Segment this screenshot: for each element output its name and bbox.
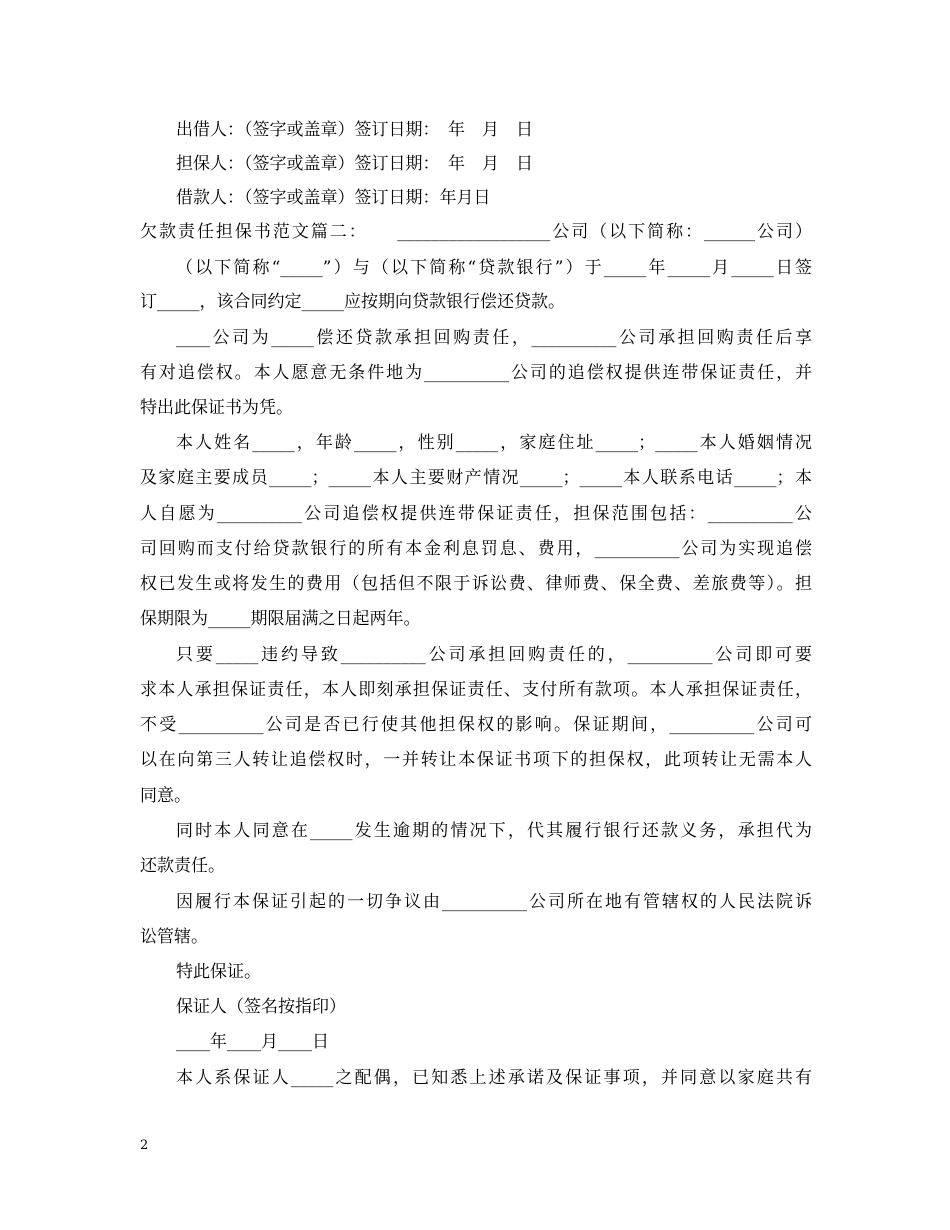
borrower-signature-line: 借款人：（签字或盖章）签订日期：年月日 <box>176 188 491 208</box>
paragraph-line: 保期限为_____期限届满之日起两年。 <box>140 609 421 629</box>
section-title-line: 欠款责任担保书范文篇二： __________________公司（以下简称：______公司） <box>140 222 812 242</box>
paragraph-line: 本人姓名_____，年龄_____，性别_____，家庭住址_____；_____本人婚姻情况 <box>176 433 812 453</box>
paragraph-line: 同意。 <box>140 786 191 806</box>
lender-signature-line: 出借人：（签字或盖章）签订日期： 年 月 日 <box>176 120 533 140</box>
spouse-statement-line: 本人系保证人_____之配偶，已知悉上述承诺及保证事项，并同意以家庭共有 <box>176 1068 812 1088</box>
date-line: ____年____月____日 <box>176 1032 329 1052</box>
paragraph-line: 因履行本保证引起的一切争议由__________公司所在地有管辖权的人民法院诉 <box>176 892 812 912</box>
page-number: 2 <box>140 1138 149 1153</box>
guarantor-sign-line: 保证人（签名按指印） <box>176 997 346 1017</box>
paragraph-line: 及家庭主要成员_____；_____本人主要财产情况_____；_____本人联系电话_____；本 <box>140 468 812 488</box>
paragraph-line: 不受__________公司是否已行使其他担保权的影响。保证期间，__________公司可 <box>140 715 812 735</box>
paragraph-line: 同时本人同意在_____发生逾期的情况下，代其履行银行还款义务，承担代为 <box>176 821 812 841</box>
paragraph-line: 讼管辖。 <box>140 927 208 947</box>
paragraph-line: 司回购而支付给贷款银行的所有本金利息罚息、费用，__________公司为实现追偿 <box>140 539 812 559</box>
paragraph-line: （以下简称“_____”）与（以下简称“贷款银行”）于_____年_____月_____日签 <box>176 258 812 278</box>
paragraph-line: 订_____，该合同约定_____应按期向贷款银行偿还贷款。 <box>140 292 565 312</box>
closing-line: 特此保证。 <box>176 962 261 982</box>
paragraph-line: 有对追偿权。本人愿意无条件地为__________公司的追偿权提供连带保证责任，并 <box>140 363 812 383</box>
paragraph-line: 人自愿为__________公司追偿权提供连带保证责任，担保范围包括：__________公 <box>140 504 812 524</box>
paragraph-line: 权已发生或将发生的费用（包括但不限于诉讼费、律师费、保全费、差旅费等）。担 <box>140 574 812 594</box>
paragraph-line: 求本人承担保证责任，本人即刻承担保证责任、支付所有款项。本人承担保证责任， <box>140 680 812 700</box>
paragraph-line: 以在向第三人转让追偿权时，一并转让本保证书项下的担保权，此项转让无需本人 <box>140 750 812 770</box>
paragraph-line: 特出此保证书为凭。 <box>140 398 293 418</box>
paragraph-line: ____公司为_____偿还贷款承担回购责任，__________公司承担回购责任后享 <box>176 328 812 348</box>
guarantor-signature-line: 担保人：（签字或盖章）签订日期： 年 月 日 <box>176 154 533 174</box>
paragraph-line: 还款责任。 <box>140 856 225 876</box>
paragraph-line: 只要_____违约导致__________公司承担回购责任的，__________公司即可要 <box>176 645 812 665</box>
